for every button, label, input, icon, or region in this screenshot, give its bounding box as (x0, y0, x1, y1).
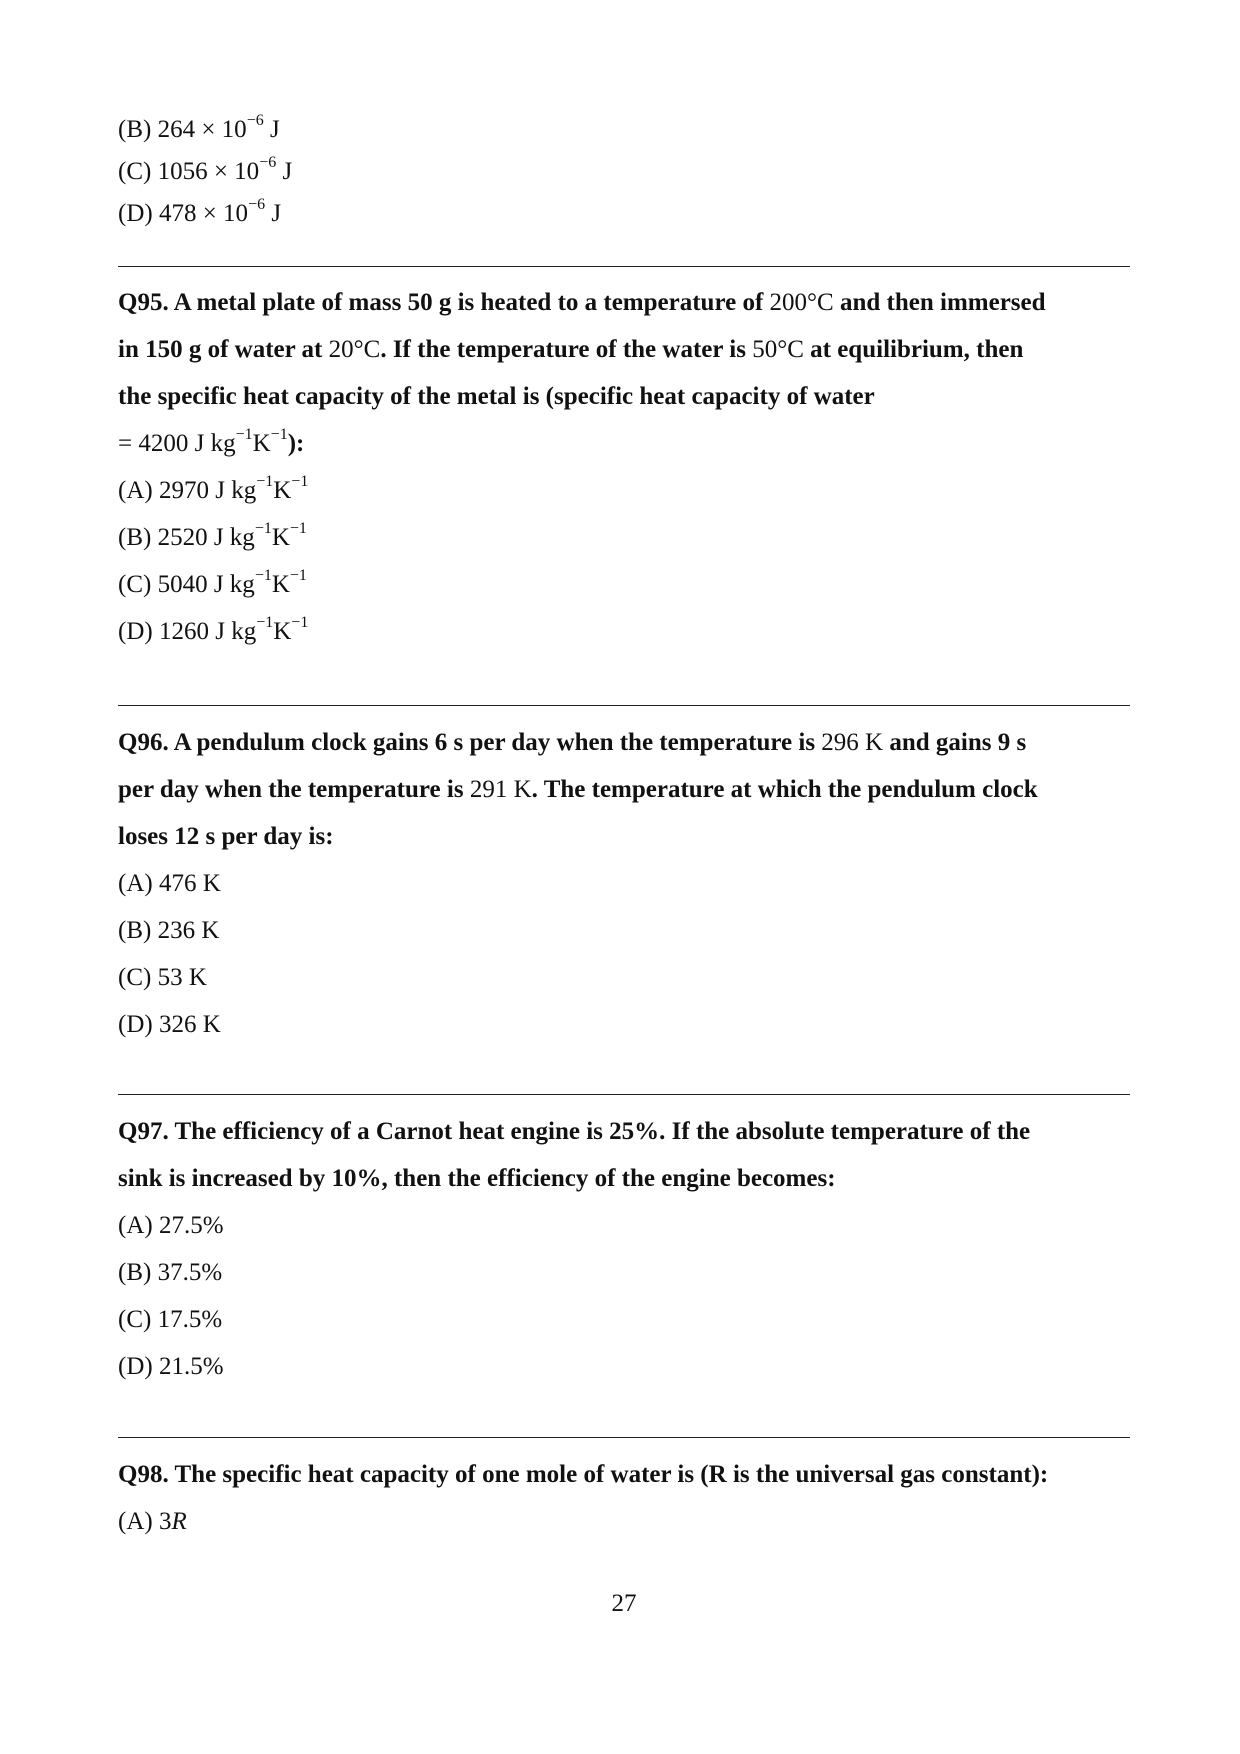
question-98-text: Q98. The specific heat capacity of one mole of water is (R is the universal gas constant): (118, 1461, 1049, 1488)
question-96-option-c: (C) 53 K (118, 964, 207, 991)
option-b: (B) $264 \times 10^{-6}$ J (118, 111, 280, 143)
question-95-option-d: (D) 1260 J $kg^{-1}K^{-1}$ (118, 613, 309, 645)
question-96-text: loses 12 s per day is: (118, 823, 334, 850)
question-95-text: Q95. A metal plate of mass 50 g is heated to a temperature of 200°C and then immersed (118, 289, 1046, 316)
divider (118, 705, 1130, 706)
question-97-option-a: (A) 27.5% (118, 1212, 224, 1239)
question-95-option-a: (A) 2970 J $kg^{-1}K^{-1}$ (118, 472, 309, 504)
question-97-option-b: (B) 37.5% (118, 1259, 223, 1286)
page-number: 27 (611, 1590, 637, 1617)
question-95-option-c: (C) 5040 J $kg^{-1}K^{-1}$ (118, 566, 307, 598)
question-96-option-d: (D) 326 K (118, 1011, 221, 1038)
question-97-text: Q97. The efficiency of a Carnot heat engine is 25%. If the absolute temperature of the (118, 1118, 1031, 1145)
question-95-option-b: (B) 2520 J $kg^{-1}K^{-1}$ (118, 519, 307, 551)
question-95-text: in 150 g of water at 20°C. If the temperature of the water is 50°C at equilibrium, then (118, 336, 1024, 363)
question-96-option-a: (A) 476 K (118, 870, 221, 897)
question-95-text: the specific heat capacity of the metal is (specific heat capacity of water (118, 383, 875, 410)
question-96-text: Q96. A pendulum clock gains 6 s per day when the temperature is 296 K and gains 9 s (118, 729, 1027, 756)
option-c: (C) $1056 \times 10^{-6}$ J (118, 153, 293, 185)
question-95-text: = 4200 J $kg^{-1}K^{-1}$): (118, 425, 305, 457)
question-97-option-c: (C) 17.5% (118, 1306, 223, 1333)
question-96-text: per day when the temperature is 291 K. The temperature at which the pendulum clock (118, 776, 1038, 803)
question-97-option-d: (D) 21.5% (118, 1353, 224, 1380)
question-97-text: sink is increased by 10%, then the efficiency of the engine becomes: (118, 1165, 836, 1192)
divider (118, 266, 1130, 267)
question-98-option-a: (A) 3R (118, 1508, 187, 1535)
question-96-option-b: (B) 236 K (118, 917, 220, 944)
divider (118, 1094, 1130, 1095)
divider (118, 1437, 1130, 1438)
option-d: (D) $478 \times 10^{-6}$ J (118, 195, 282, 227)
